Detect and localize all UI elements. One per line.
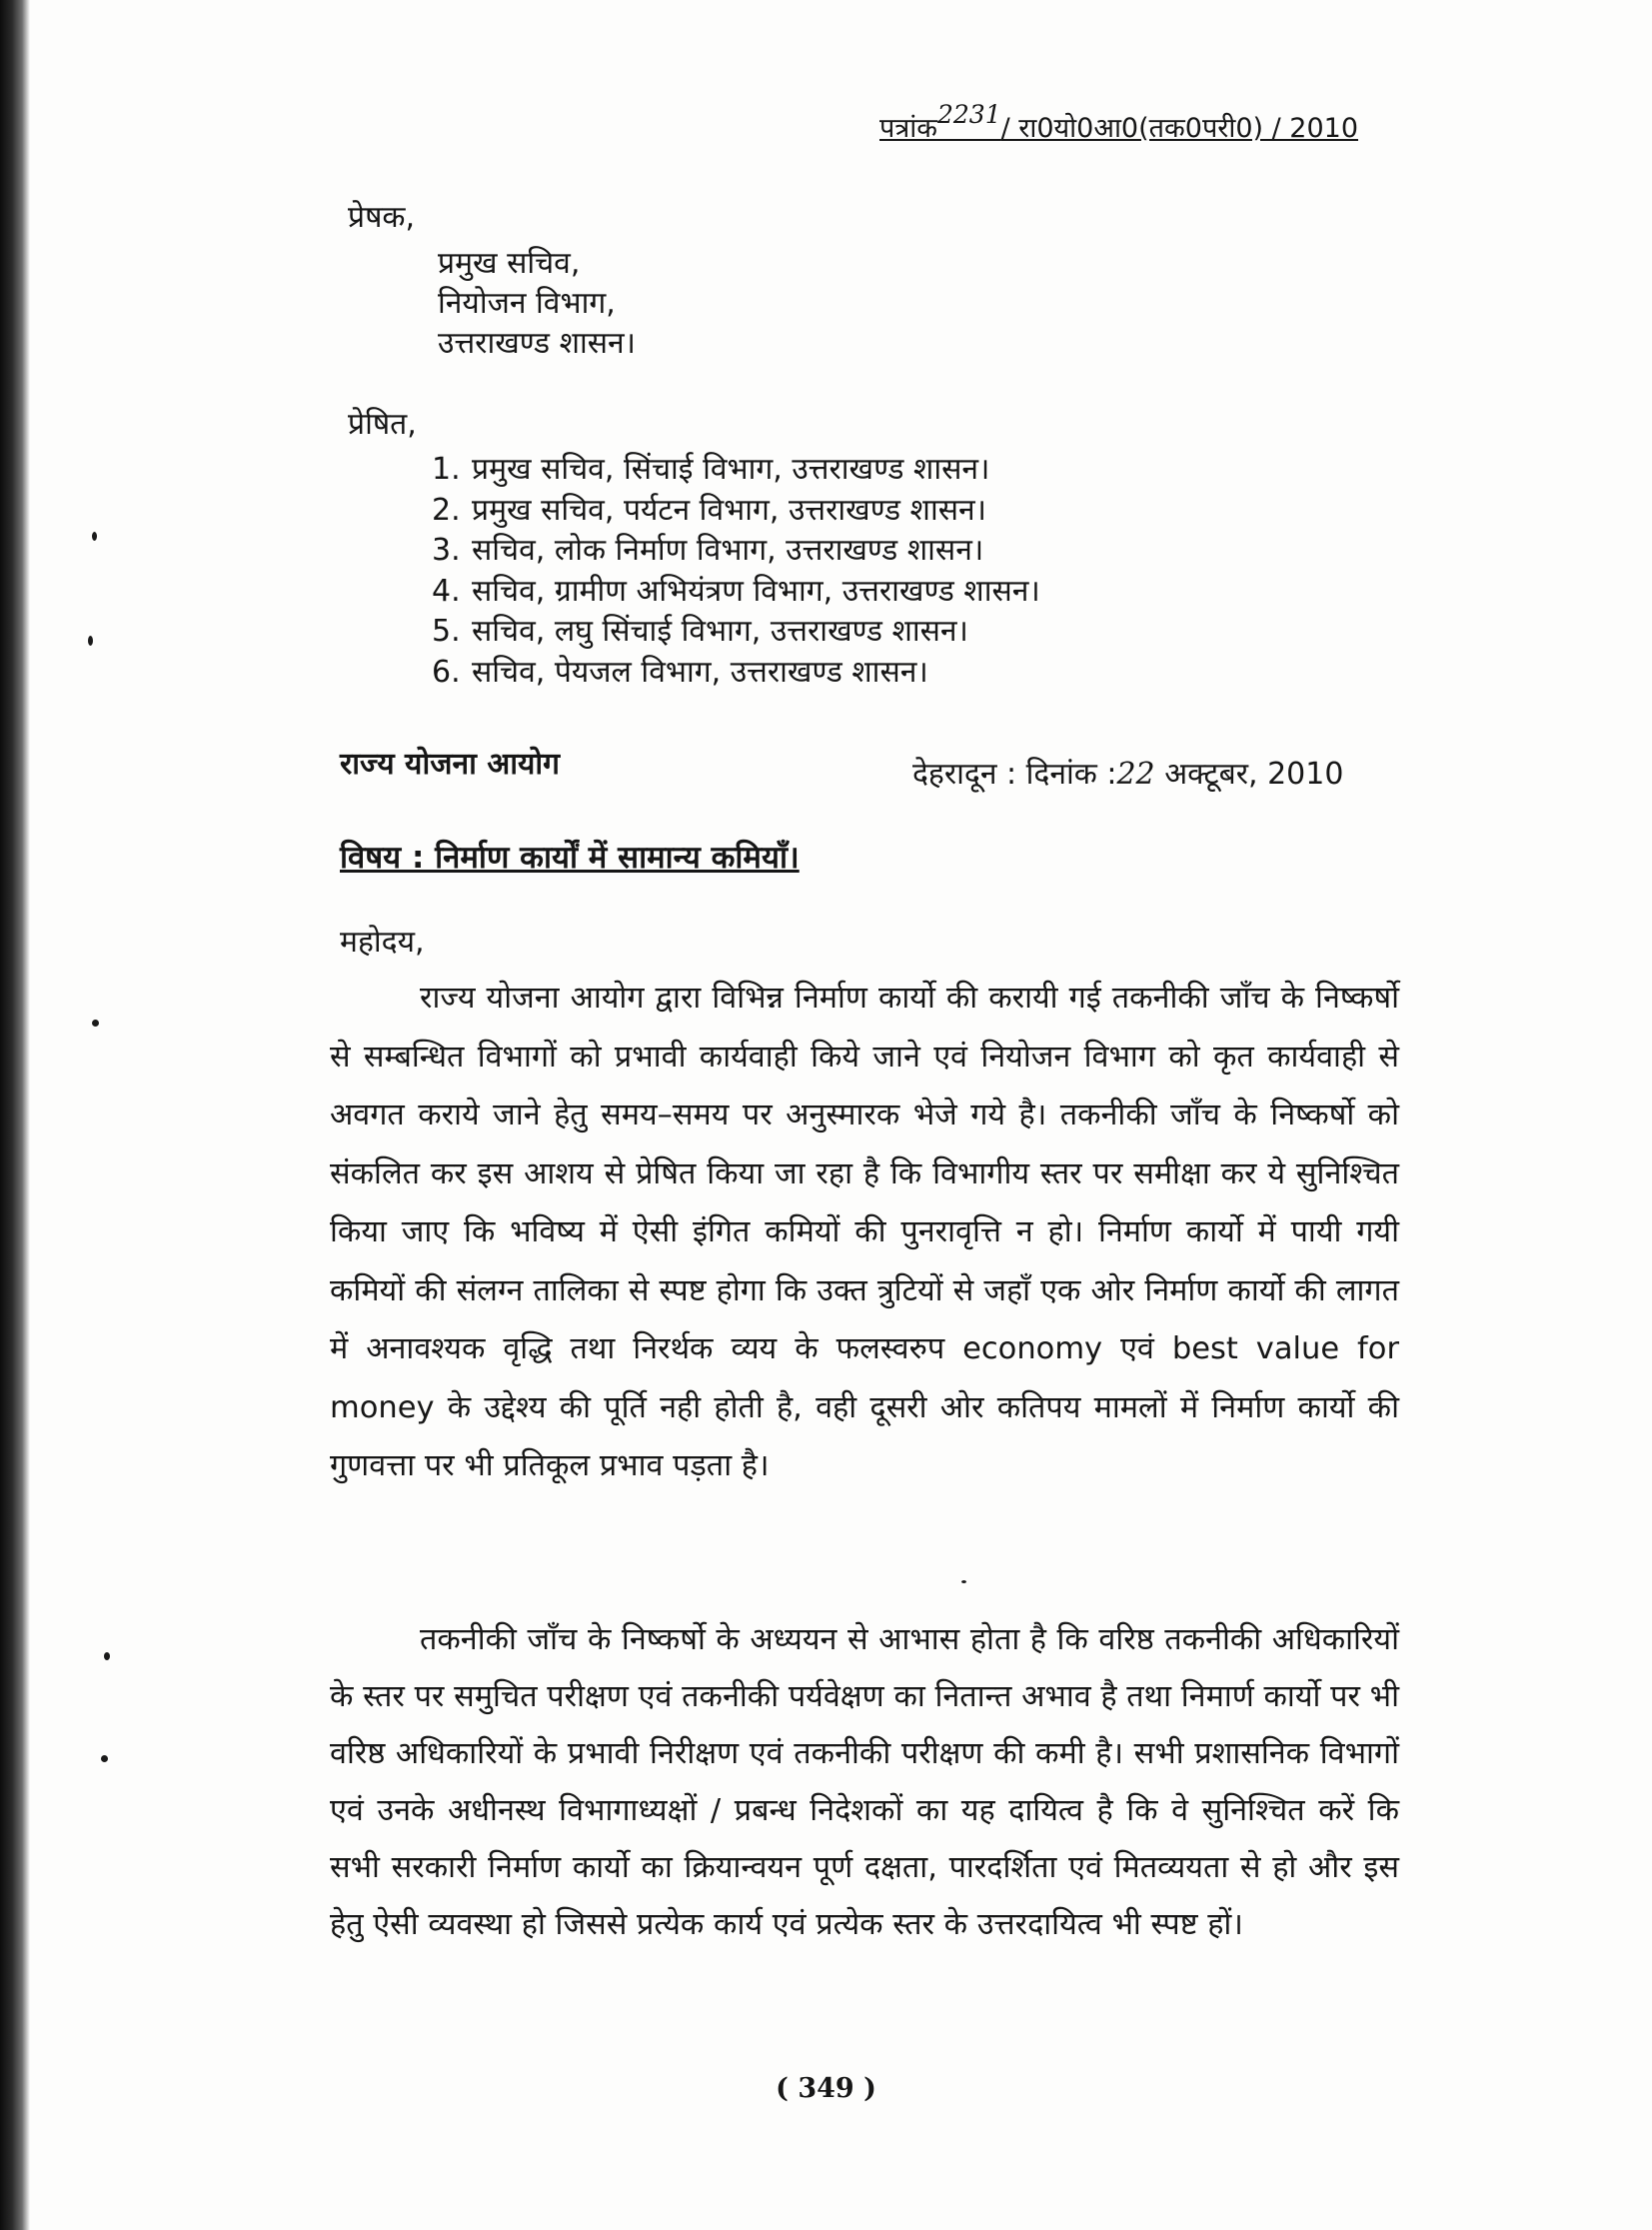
scan-speck xyxy=(92,532,97,541)
date-day-handwritten: 22 xyxy=(1116,757,1155,792)
recipient-text: प्रमुख सचिव, पर्यटन विभाग, उत्तराखण्ड शासन। xyxy=(472,492,987,528)
recipient-item xyxy=(432,572,1040,613)
recipient-text: सचिव, लघु सिंचाई विभाग, उत्तराखण्ड शासन। xyxy=(472,614,968,649)
sender-label: प्रेषक, xyxy=(348,200,415,235)
office-name: राज्य योजना आयोग xyxy=(340,747,561,782)
scan-speck xyxy=(101,1755,108,1762)
recipient-number: 5. xyxy=(432,614,461,649)
recipient-item xyxy=(432,531,1040,572)
recipient-item xyxy=(432,491,1040,532)
recipients-label: प्रेषित, xyxy=(348,407,417,442)
recipient-text: प्रमुख सचिव, सिंचाई विभाग, उत्तराखण्ड शासन। xyxy=(472,452,990,487)
sender-line: नियोजन विभाग, xyxy=(438,286,616,321)
recipient-number: 3. xyxy=(432,533,461,568)
recipients-list xyxy=(432,450,1040,693)
date-line xyxy=(912,752,1343,793)
recipient-text: सचिव, लोक निर्माण विभाग, उत्तराखण्ड शासन। xyxy=(472,533,984,568)
date-prefix: देहरादून : दिनांक : xyxy=(912,757,1117,792)
sender-line: प्रमुख सचिव, xyxy=(438,246,581,281)
recipient-number: 4. xyxy=(432,573,461,609)
ref-prefix: पत्रांक xyxy=(879,113,937,144)
recipient-number: 1. xyxy=(432,452,461,487)
page-number: ( 349 ) xyxy=(776,2073,876,2104)
sender-line: उत्तराखण्ड शासन। xyxy=(438,326,637,361)
recipient-number: 2. xyxy=(432,492,461,528)
scan-speck xyxy=(104,1652,110,1660)
recipient-text: सचिव, ग्रामीण अभियंत्रण विभाग, उत्तराखण्ड शासन। xyxy=(472,573,1040,609)
salutation: महोदय, xyxy=(340,925,425,960)
scan-speck xyxy=(92,1020,99,1027)
subject-line: विषय : निर्माण कार्यों में सामान्य कमियाँ। xyxy=(340,840,800,876)
sender-block xyxy=(438,244,636,364)
recipient-item xyxy=(432,653,1040,694)
recipient-item xyxy=(432,612,1040,653)
body-paragraph-1: राज्य योजना आयोग द्वारा विभिन्न निर्माण कार्यो की करायी गई तकनीकी जाँच के निष्कर्षो से सम्बन्धित विभागों को प्रभावी कार्यवाही किये जाने एवं नियोजन विभाग को कृत कार्यवाही से अवगत कराये जाने हेतु समय–समय पर अनुस्मारक भेजे गये है। तकनीकी जाँच के निष्कर्षो को संकलित कर इस आशय से प्रेषित किया जा रहा है कि विभागीय स्तर पर समीक्षा कर ये सुनिश्चित किया जाए कि भविष्य में ऐसी इंगित कमियों की पुनरावृत्ति न हो। निर्माण कार्यो में पायी गयी कमियों की संलग्न तालिका से स्पष्ट होगा कि उक्त त्रुटियों से जहाँ एक ओर निर्माण कार्यो की लागत में अनावश्यक वृद्धि तथा निरर्थक व्यय के फलस्वरुप economy एवं best value for money के उद्देश्य की पूर्ति नही होती है, वही दूसरी ओर कतिपय मामलों में निर्माण कार्यो की गुणवत्ता पर भी प्रतिकूल प्रभाव पड़ता है। xyxy=(330,981,1399,1483)
recipient-text: सचिव, पेयजल विभाग, उत्तराखण्ड शासन। xyxy=(472,654,928,690)
ref-number-handwritten: 2231 xyxy=(936,100,1001,129)
recipient-number: 6. xyxy=(432,654,461,690)
ref-suffix: / रा0यो0आ0(तक0परी0) / 2010 xyxy=(1000,113,1359,144)
scan-binding-edge xyxy=(0,0,30,2230)
scan-speck xyxy=(961,1580,966,1583)
recipient-item xyxy=(432,450,1040,491)
scan-speck xyxy=(88,636,93,646)
letter-reference-number xyxy=(879,100,1359,145)
date-month-year: अक्टूबर, 2010 xyxy=(1164,757,1344,792)
body-paragraph-2: तकनीकी जाँच के निष्कर्षो के अध्ययन से आभास होता है कि वरिष्ठ तकनीकी अधिकारियों के स्तर पर समुचित परीक्षण एवं तकनीकी पर्यवेक्षण का नितान्त अभाव है तथा निमार्ण कार्यो पर भी वरिष्ठ अधिकारियों के प्रभावी निरीक्षण एवं तकनीकी परीक्षण की कमी है। सभी प्रशासनिक विभागों एवं उनके अधीनस्थ विभागाध्यक्षों / प्रबन्ध निदेशकों का यह दायित्व है कि वे सुनिश्चित करें कि सभी सरकारी निर्माण कार्यो का क्रियान्वयन पूर्ण दक्षता, पारदर्शिता एवं मितव्ययता से हो और इस हेतु ऐसी व्यवस्था हो जिससे प्रत्येक कार्य एवं प्रत्येक स्तर के उत्तरदायित्व भी स्पष्ट हों। xyxy=(330,1622,1399,1942)
